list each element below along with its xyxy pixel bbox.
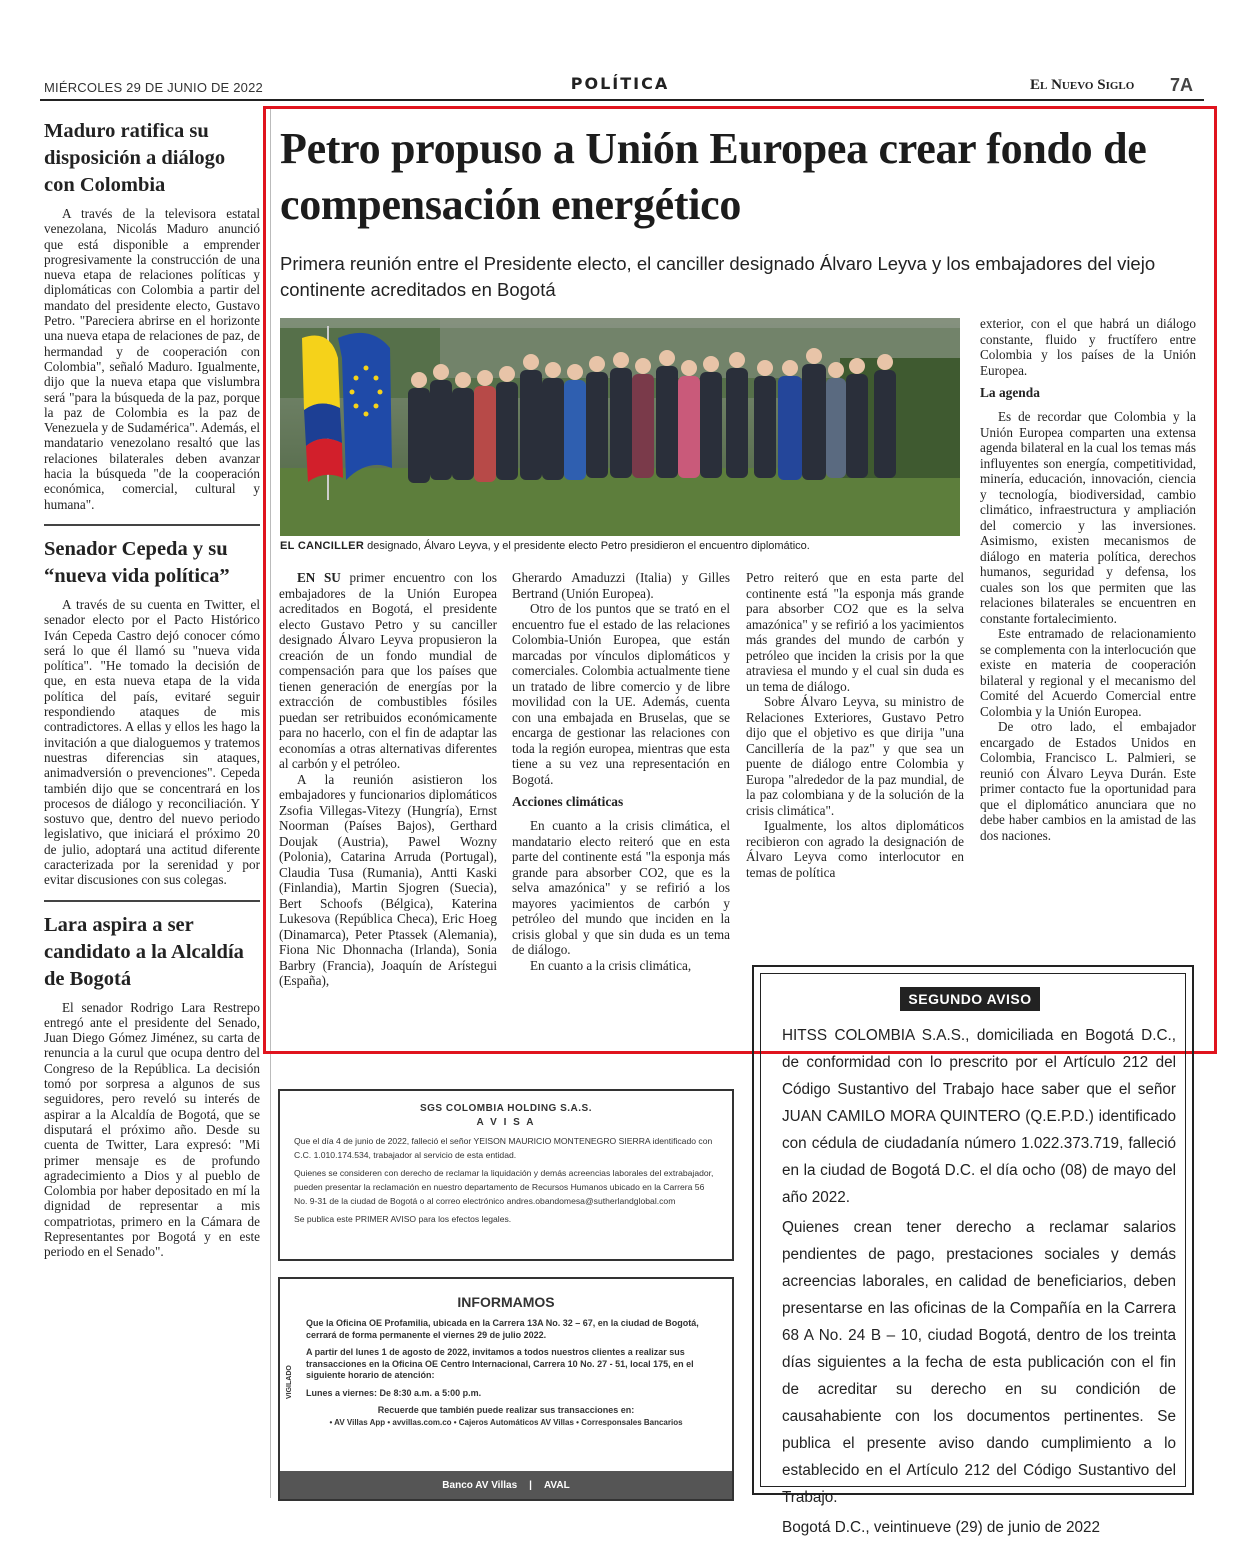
bank-logo: Banco AV Villas	[442, 1479, 518, 1491]
article-paragraph: Igualmente, los altos diplomáticos recibieron con agrado la designación de Álvaro Leyva como interlocutor en temas de política	[746, 818, 964, 880]
header-rule	[40, 99, 1204, 101]
vigilado-mark: VIGILADO	[286, 1365, 293, 1399]
issue-date: MIÉRCOLES 29 DE JUNIO DE 2022	[44, 80, 263, 95]
article-paragraph: exterior, con el que habrá un diálogo constante, fluido y fructífero entre Colombia y los países de la Unión Europea.	[980, 316, 1196, 378]
article-paragraph: Este entramado de relacionamiento se complementa con la interlocución que existe en materia de cooperación bilateral y regional y el mecanismo del Comité del Acuerdo Comercial entre Colombia y la Unión Europea.	[980, 626, 1196, 719]
bank-channels-title: Recuerde que también puede realizar sus transacciones en:	[377, 1405, 635, 1415]
article-paragraph	[279, 570, 497, 772]
sgs-title: A V I S A	[476, 1117, 536, 1128]
bank-paragraph: Que la Oficina OE Profamilia, ubicada en la Carrera 13A No. 32 – 67, en la ciudad de Bogotá, cerrará de forma permanente el viernes 29 de julio 2022.	[306, 1318, 699, 1340]
article-photo	[280, 318, 960, 536]
newspaper-name: El Nuevo Siglo	[1030, 77, 1135, 93]
article-paragraph: Petro reiteró que en esta parte del continente está "la esponja más grande para absorber CO2 que es la selva amazónica" y se refirió a los yacimientos más grandes del mundo de carbón y petróleo que inciden la crisis por la que atraviesa el mundo y el cual sin duda es un tema de diálogo.	[746, 570, 964, 694]
brief-title-lara: Lara aspira a ser candidato a la Alcaldía de Bogotá	[44, 913, 244, 990]
brief-body-maduro: A través de la televisora estatal venezolana, Nicolás Maduro anunció que está disponible a emprender progresivamente la construcción de una nueva etapa de relaciones políticas y diplomáticas con Colombia a partir del mandato del presidente electo, Gustavo Petro. "Pareciera abrirse en el horizonte una nueva etapa de relaciones de paz, de hermandad y de cooperación con Colombia", señaló Maduro. Igualmente, dijo que la nueva etapa que vislumbra será "para la búsqueda de la paz, porque la paz de Colombia es la paz de Venezuela y de Sudamérica". Además, el mandatario venezolano resaltó que las relaciones bilaterales deben avanzar hacia la búsqueda "de la cooperación económica, comercial, cultural y humana".	[44, 206, 260, 512]
sgs-notice-ad	[278, 1089, 734, 1261]
article-text: primer encuentro con los embajadores de la Unión Europea acreditados en Bogotá, el presidente electo Gustavo Petro y su canciller designado Álvaro Leyva propusieron la creación de un fondo mundial de compensación para que los países que tienen generación de energías por la extracción de combustibles fósiles puedan ser retribuidos económicamente para no hacerlo, con el fin de adaptar las economías a otras alternativas diferentes al carbón y el petróleo.	[279, 570, 497, 771]
bank-title: INFORMAMOS	[457, 1294, 555, 1310]
article-headline: Petro propuso a Unión Europea crear fondo de compensación energético	[280, 124, 1147, 229]
bank-hours: Lunes a viernes: De 8:30 a.m. a 5:00 p.m.	[306, 1387, 482, 1398]
article-paragraph: Otro de los puntos que se trató en el encuentro fue el estado de las relaciones Colombia-Unión Europea, que están marcadas por vínculos diplomáticos y comerciales. Colombia actualmente tiene un tratado de libre comercio y de libre movilidad con la UE. Además, cuenta con una embajada en Bruselas, que se encarga de gestionar las relaciones con toda la región europea, mientras que esta tiene a su vez una representación en Bogotá.	[512, 601, 730, 787]
subheading-acciones: Acciones climáticas	[512, 794, 624, 809]
subheading-agenda: La agenda	[980, 385, 1040, 400]
bank-notice-ad	[278, 1277, 734, 1501]
sgs-paragraph: Que el día 4 de junio de 2022, falleció el señor YEISON MAURICIO MONTENEGRO SIERRA identificado con C.C. 1.010.174.534, trabajador al servicio de esta entidad.	[294, 1136, 713, 1160]
article-paragraph: En cuanto a la crisis climática, el mandatario electo reiteró que en esta parte del continente está "la esponja más grande para absorber CO2, que es la selva amazónica" y se refirió a los mayores yacimientos de carbón y petróleo del mundo que inciden en la crisis global y que sin duda es un tema de diálogo.	[512, 818, 730, 957]
aviso-badge: SEGUNDO AVISO	[900, 987, 1040, 1011]
article-paragraph: Sobre Álvaro Leyva, su ministro de Relaciones Exteriores, Gustavo Petro dijo que el objetivo es que dirija "una Cancillería de la paz" y que sea un puente de diálogo entre Colombia y Europa "alrededor de la paz mundial, de la paz colombiana y de la solución de la crisis climática".	[746, 694, 964, 818]
article-paragraph: De otro lado, el embajador encargado de Estados Unidos en Colombia, Francisco L. Palmieri, se reunió con Álvaro Leyva Durán. Este primer contacto fue la oportunidad para que el diplomático anunciara que no debe haber cambios en la amistad de las dos naciones.	[980, 719, 1196, 843]
section-title: POLÍTICA	[570, 74, 670, 93]
caption-lead: EL CANCILLER	[280, 540, 365, 552]
bank-logo-bar	[280, 1471, 732, 1499]
segundo-aviso-ad	[752, 965, 1194, 1536]
article-paragraph: A la reunión asistieron los embajadores y funcionarios diplomáticos Zsofia Villegas-Vitezy (Hungría), Ernst Noorman (Países Bajos), Gerthard Doujak (Austria), Pawel Wozny (Polonia), Catarina Arruda (Portugal), Claudia Tusa (Rumania), Antti Kaski (Finlandia), Martin Sjogren (Suecia), Bert Schoofs (Bélgica), Katerina Lukesova (República Checa), Eric Hoeg (Dinamarca), Peter Ptassek (Alemania), Fiona Nic Dhonnacha (Irlanda), Sonia Barbry (Francia), Joaquín de Arístegui (España),	[279, 771, 497, 988]
photo-caption	[280, 540, 960, 552]
article-subhead: Primera reunión entre el Presidente electo, el canciller designado Álvaro Leyva y los embajadores del viejo continente acreditados en Bogotá	[280, 253, 1156, 300]
aviso-body	[782, 1022, 1176, 1544]
caption-text: designado, Álvaro Leyva, y el presidente electo Petro presidieron el encuentro diplomático.	[364, 540, 810, 552]
bank-paragraph: A partir del lunes 1 de agosto de 2022, invitamos a todos nuestros clientes a realizar sus transacciones en la Oficina OE Centro Internacional, Carrera 10 No. 27 - 51, local 175, en el siguiente horario de atención:	[306, 1347, 694, 1380]
group-photo-illustration	[280, 318, 960, 536]
article-paragraph: En cuanto a la crisis climática,	[530, 957, 692, 973]
divider	[44, 900, 260, 902]
sgs-paragraph: Quienes se consideren con derecho de reclamar la liquidación y demás acreencias laborales del extrabajador, pueden presentar la reclamación en nuestro departamento de Recursos Humanos ubicado en la Carrera 56 No. 9-31 de la ciudad de Bogotá o al correo electrónico andres.obandomesa@sutherlandglobal.com	[294, 1168, 714, 1206]
left-column	[44, 118, 260, 1260]
article-column-2	[512, 570, 730, 1065]
brief-body-lara: El senador Rodrigo Lara Restrepo entregó ante el presidente del Senado, Juan Diego Gómez Jiménez, su carta de renuncia a la curul que ocupa dentro del Congreso de la República. La decisión tomó por sorpresa a algunos de sus seguidores, pero reveló su interés de aspirar a la Alcaldía de Bogotá, que se disputará el próximo año. Desde su cuenta de Twitter, Lara expresó: "Mi primer mensaje es de profundo agradecimiento a Dios y al pueblo de Colombia por haber depositado en mí la dignidad de representar a mis compatriotas, primero en la Cámara de Representantes por Bogotá y en este periodo en el Senado".	[44, 999, 260, 1260]
article-paragraph: Gherardo Amaduzzi (Italia) y Gilles Bertrand (Unión Europea).	[512, 570, 730, 601]
aviso-paragraph: HITSS COLOMBIA S.A.S., domiciliada en Bogotá D.C., de conformidad con lo prescrito por el Artículo 212 del Código Sustantivo del Trabajo hace saber que el señor JUAN CAMILO MORA QUINTERO (Q.E.P.D.) identificado con cédula de ciudadanía número 1.022.373.719, falleció en la ciudad de Bogotá D.C. el día ocho (08) de mayo del año 2022.	[782, 1027, 1176, 1206]
brief-body-cepeda: A través de su cuenta en Twitter, el senador electo por el Pacto Histórico Iván Cepeda Castro dejó conocer cómo será lo que él llamó su "nueva vida política". "He tomado la decisión de que, en esta nueva etapa de la vida política del país, evitaré seguir respondiendo ataques de mis contradictores. A ellas y ellos les hago la invitación a que dialoguemos y tratemos nuestras diferencias sin ataques, animadversión o prevenciones". Cepeda también dijo que se concentrará en los procesos de diálogo y reconciliación. Y sostuvo que, dentro del nuevo periodo legislativo, que iniciará el próximo 20 de julio, adoptará una actitud diferente caracterizada por la serenidad y por evitar discusiones con sus colegas.	[44, 596, 260, 888]
sgs-paragraph: Se publica este PRIMER AVISO para los efectos legales.	[294, 1214, 512, 1224]
aviso-paragraph: Quienes crean tener derecho a reclamar salarios pendientes de pago, prestaciones sociales y demás acreencias laborales, en calidad de beneficiarios, deben presentarse en las oficinas de la Compañía en la Carrera 68 A No. 24 B – 10, ciudad Bogotá, dentro de los treinta días siguientes a la fecha de esta publicación con el fin de acreditar su derecho en su condición de causahabiente con los documentos pertinentes. Se publica el presente aviso dando cumplimiento a lo establecido en el Artículo 212 del Código Sustantivo del Trabajo.	[782, 1219, 1176, 1506]
article-paragraph: Es de recordar que Colombia y la Unión Europea comparten una extensa agenda bilateral en la cual los temas más influyentes son energía, competitividad, minería, educación, innovación, ciencia y tecnología, biodiversidad, cambio climático, infraestructura y ampliación del comercio y las inversiones. Asimismo, existen mecanismos de diálogo en materia política, derechos humanos, seguridad y defensa, los cuales son los que permiten que las relaciones bilaterales se encuentren en constante fortalecimiento.	[980, 409, 1196, 626]
aviso-signature: Bogotá D.C., veintinueve (29) de junio de 2022	[782, 1519, 1101, 1536]
page-number: 7A	[1170, 75, 1194, 95]
article-column-1	[279, 570, 497, 1048]
bank-channels: • AV Villas App • avvillas.com.co • Cajeros Automáticos AV Villas • Corresponsales Bancarios	[329, 1418, 683, 1427]
aval-logo: AVAL	[543, 1479, 570, 1491]
brief-title-cepeda: Senador Cepeda y su “nueva vida política”	[44, 537, 230, 587]
sgs-company: SGS COLOMBIA HOLDING S.A.S.	[419, 1103, 593, 1114]
brief-title-maduro: Maduro ratifica su disposición a diálogo con Colombia	[44, 120, 226, 196]
logo-divider: |	[529, 1479, 532, 1491]
article-lead-in: EN SU	[297, 570, 341, 585]
divider	[44, 524, 260, 526]
article-column-4	[980, 316, 1196, 956]
